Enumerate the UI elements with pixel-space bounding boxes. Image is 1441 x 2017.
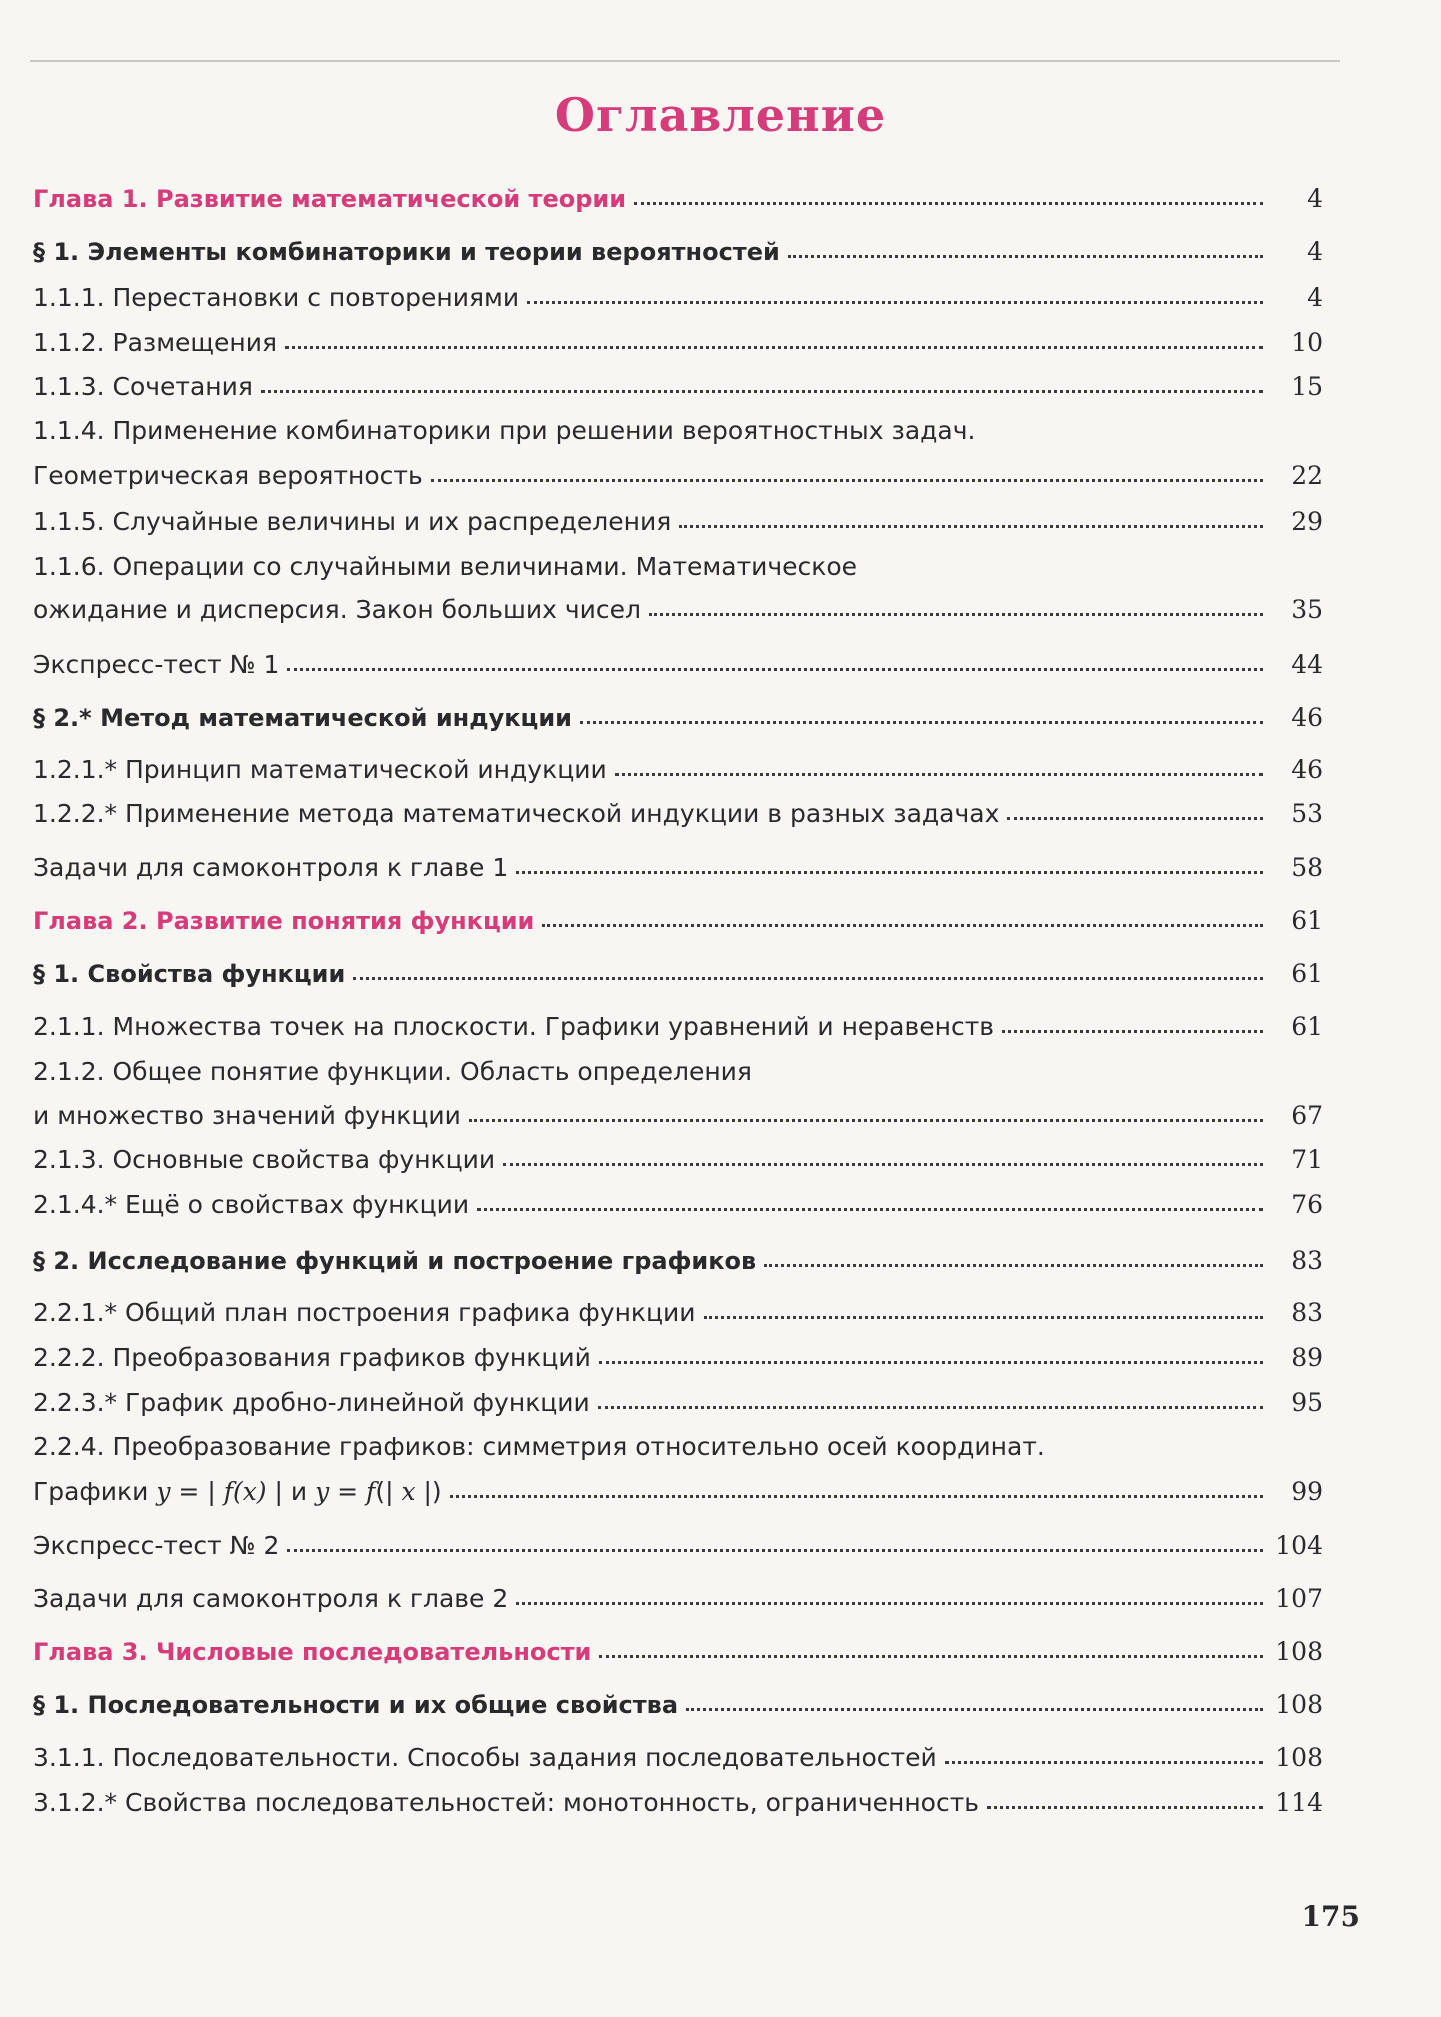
dot-leader (1002, 1026, 1263, 1033)
toc-express-test[interactable] (33, 1529, 1323, 1563)
toc-entry-label: Задачи для самоконтроля к главе 2 (33, 1584, 509, 1613)
dot-leader (945, 1757, 1263, 1764)
toc-page-number: 76 (1291, 1190, 1323, 1219)
toc-subsection[interactable] (33, 459, 1323, 493)
toc-express-test[interactable] (33, 648, 1323, 682)
toc-page-number: 10 (1291, 328, 1323, 357)
toc-entry-label: 3.1.2.* Свойства последовательностей: монотонность, ограниченность (33, 1788, 979, 1817)
toc-page-number: 4 (1307, 184, 1323, 213)
dot-leader (686, 1704, 1263, 1711)
toc-entry-label: Глава 3. Числовые последовательности (33, 1638, 592, 1666)
toc-subsection[interactable] (33, 593, 1323, 627)
page-title: Оглавление (554, 88, 887, 142)
toc-page-number: 107 (1275, 1584, 1323, 1613)
toc-subsection[interactable] (33, 797, 1323, 831)
dot-leader (599, 1357, 1263, 1364)
dot-leader (615, 769, 1263, 776)
toc-entry-label: 2.2.1.* Общий план построения графика функции (33, 1298, 696, 1327)
toc-page-number: 22 (1291, 461, 1323, 490)
toc-page-number: 46 (1291, 755, 1323, 784)
toc-entry-label: Геометрическая вероятность (33, 461, 423, 490)
toc-entry-label: 2.1.3. Основные свойства функции (33, 1145, 496, 1174)
toc-subsection[interactable] (33, 1099, 1323, 1133)
dot-leader (987, 1802, 1263, 1809)
label-text: (| (375, 1477, 402, 1506)
toc-subsection[interactable] (33, 753, 1323, 787)
toc-page-number: 71 (1291, 1145, 1323, 1174)
toc-subsection[interactable] (33, 326, 1323, 360)
toc-section[interactable] (33, 1244, 1323, 1278)
toc-subsection[interactable] (33, 281, 1323, 315)
toc-subsection[interactable] (33, 370, 1323, 404)
toc-page-number: 108 (1275, 1743, 1323, 1772)
toc-section[interactable] (33, 235, 1323, 269)
toc-entry-label: § 1. Элементы комбинаторики и теории вероятностей (33, 238, 780, 266)
label-text: = (329, 1477, 367, 1506)
toc-entry-label (33, 1475, 442, 1509)
toc-page-number: 4 (1307, 237, 1323, 266)
toc-page-number: 83 (1291, 1246, 1323, 1275)
toc-subsection[interactable] (33, 1475, 1323, 1509)
toc-subsection[interactable] (33, 1296, 1323, 1330)
toc-entry-label: Задачи для самоконтроля к главе 1 (33, 853, 509, 882)
dot-leader (469, 1115, 1263, 1122)
toc-page-number: 67 (1291, 1101, 1323, 1130)
toc-entry-label: 2.1.4.* Ещё о свойствах функции (33, 1190, 470, 1219)
toc-entry-label: 2.1.1. Множества точек на плоскости. Графики уравнений и неравенств (33, 1012, 994, 1041)
dot-leader (704, 1312, 1263, 1319)
label-text: | и (266, 1477, 316, 1506)
toc-page-number: 95 (1291, 1388, 1323, 1417)
dot-leader (764, 1260, 1263, 1267)
toc-entry-label: 1.1.2. Размещения (33, 328, 277, 357)
toc-page-number: 83 (1291, 1298, 1323, 1327)
dot-leader (261, 386, 1263, 393)
toc-section[interactable] (33, 1688, 1323, 1722)
toc-page-number: 53 (1291, 799, 1323, 828)
dot-leader (598, 1402, 1263, 1409)
toc-page-number: 114 (1275, 1788, 1323, 1817)
dot-leader (788, 251, 1263, 258)
dot-leader (353, 973, 1263, 980)
toc-entry-first-line: 2.2.4. Преобразование графиков: симметрия относительно осей координат. (33, 1432, 1045, 1461)
toc-entry-label: 1.1.5. Случайные величины и их распределения (33, 507, 672, 536)
toc-entry-label: Экспресс-тест № 1 (33, 650, 280, 679)
toc-subsection[interactable] (33, 1386, 1323, 1420)
dot-leader (580, 717, 1263, 724)
toc-entry-label: Глава 1. Развитие математической теории (33, 185, 627, 213)
toc-page-number: 58 (1291, 853, 1323, 882)
dot-leader (599, 1651, 1263, 1658)
toc-chapter-2[interactable] (33, 904, 1323, 938)
toc-entry-label: § 1. Свойства функции (33, 960, 346, 988)
toc-entry-first-line: 1.1.6. Операции со случайными величинами. Математическое (33, 552, 858, 581)
toc-page-number: 29 (1291, 507, 1323, 536)
dot-leader (516, 867, 1263, 874)
toc-page-number: 44 (1291, 650, 1323, 679)
toc-chapter-1[interactable] (33, 182, 1323, 216)
toc-entry-label: и множество значений функции (33, 1101, 461, 1130)
toc-entry-label: 2.2.3.* График дробно-линейной функции (33, 1388, 590, 1417)
dot-leader (431, 475, 1263, 482)
label-text: Графики (33, 1477, 157, 1506)
dot-leader (542, 920, 1263, 927)
toc-entry-label: § 2. Исследование функций и построение графиков (33, 1247, 757, 1275)
toc-entry-label: 1.2.1.* Принцип математической индукции (33, 755, 607, 784)
math-function: f (366, 1477, 376, 1506)
toc-entry-first-line: 1.1.4. Применение комбинаторики при решении вероятностных задач. (33, 416, 976, 445)
toc-page-number: 4 (1307, 283, 1323, 312)
dot-leader (285, 342, 1263, 349)
toc-self-check[interactable] (33, 1582, 1323, 1616)
toc-page-number: 61 (1291, 959, 1323, 988)
toc-page-number: 108 (1275, 1637, 1323, 1666)
toc-entry-label: 1.2.2.* Применение метода математической индукции в разных задачах (33, 799, 1000, 828)
toc-entry-label: 1.1.1. Перестановки с повторениями (33, 283, 520, 312)
toc-subsection[interactable] (33, 1188, 1323, 1222)
toc-page-number: 99 (1291, 1477, 1323, 1506)
dot-leader (477, 1204, 1263, 1211)
toc-entry-label: ожидание и дисперсия. Закон больших чисел (33, 595, 642, 624)
dot-leader (634, 198, 1263, 205)
toc-chapter-3[interactable] (33, 1635, 1323, 1669)
dot-leader (450, 1491, 1263, 1498)
toc-page-number: 104 (1275, 1531, 1323, 1560)
toc-subsection[interactable] (33, 1010, 1323, 1044)
page-number: 175 (1301, 1900, 1360, 1933)
toc-section[interactable] (33, 701, 1323, 735)
dot-leader (516, 1598, 1263, 1605)
math-variable: y (315, 1477, 330, 1506)
math-function: f(x) (223, 1477, 267, 1506)
toc-subsection[interactable] (33, 1741, 1323, 1775)
toc-entry-label: 1.1.3. Сочетания (33, 372, 253, 401)
toc-page-number: 46 (1291, 703, 1323, 732)
dot-leader (287, 1545, 1263, 1552)
toc-entry-label: Глава 2. Развитие понятия функции (33, 907, 535, 935)
toc-subsection[interactable] (33, 1143, 1323, 1177)
dot-leader (287, 664, 1263, 671)
toc-entry-label: § 2.* Метод математической индукции (33, 704, 572, 732)
toc-entry-label: § 1. Последовательности и их общие свойства (33, 1691, 679, 1719)
toc-section[interactable] (33, 957, 1323, 991)
toc-page-number: 61 (1291, 906, 1323, 935)
toc-page-number: 61 (1291, 1012, 1323, 1041)
dot-leader (649, 609, 1263, 616)
math-variable: x (401, 1477, 416, 1506)
toc-entry-label: 2.2.2. Преобразования графиков функций (33, 1343, 591, 1372)
dot-leader (679, 521, 1263, 528)
toc-page-number: 15 (1291, 372, 1323, 401)
toc-subsection[interactable] (33, 1786, 1323, 1820)
toc-page-number: 108 (1275, 1690, 1323, 1719)
toc-page-number: 89 (1291, 1343, 1323, 1372)
label-text: = | (170, 1477, 224, 1506)
toc-subsection[interactable] (33, 505, 1323, 539)
toc-self-check[interactable] (33, 851, 1323, 885)
toc-page-number: 35 (1291, 595, 1323, 624)
toc-entry-first-line: 2.1.2. Общее понятие функции. Область определения (33, 1057, 752, 1086)
toc-entry-label: 3.1.1. Последовательности. Способы задания последовательностей (33, 1743, 937, 1772)
dot-leader (527, 297, 1263, 304)
label-text: |) (415, 1477, 442, 1506)
dot-leader (1007, 813, 1263, 820)
dot-leader (503, 1159, 1263, 1166)
math-variable: y (156, 1477, 171, 1506)
toc-entry-label: Экспресс-тест № 2 (33, 1531, 280, 1560)
toc-subsection[interactable] (33, 1341, 1323, 1375)
